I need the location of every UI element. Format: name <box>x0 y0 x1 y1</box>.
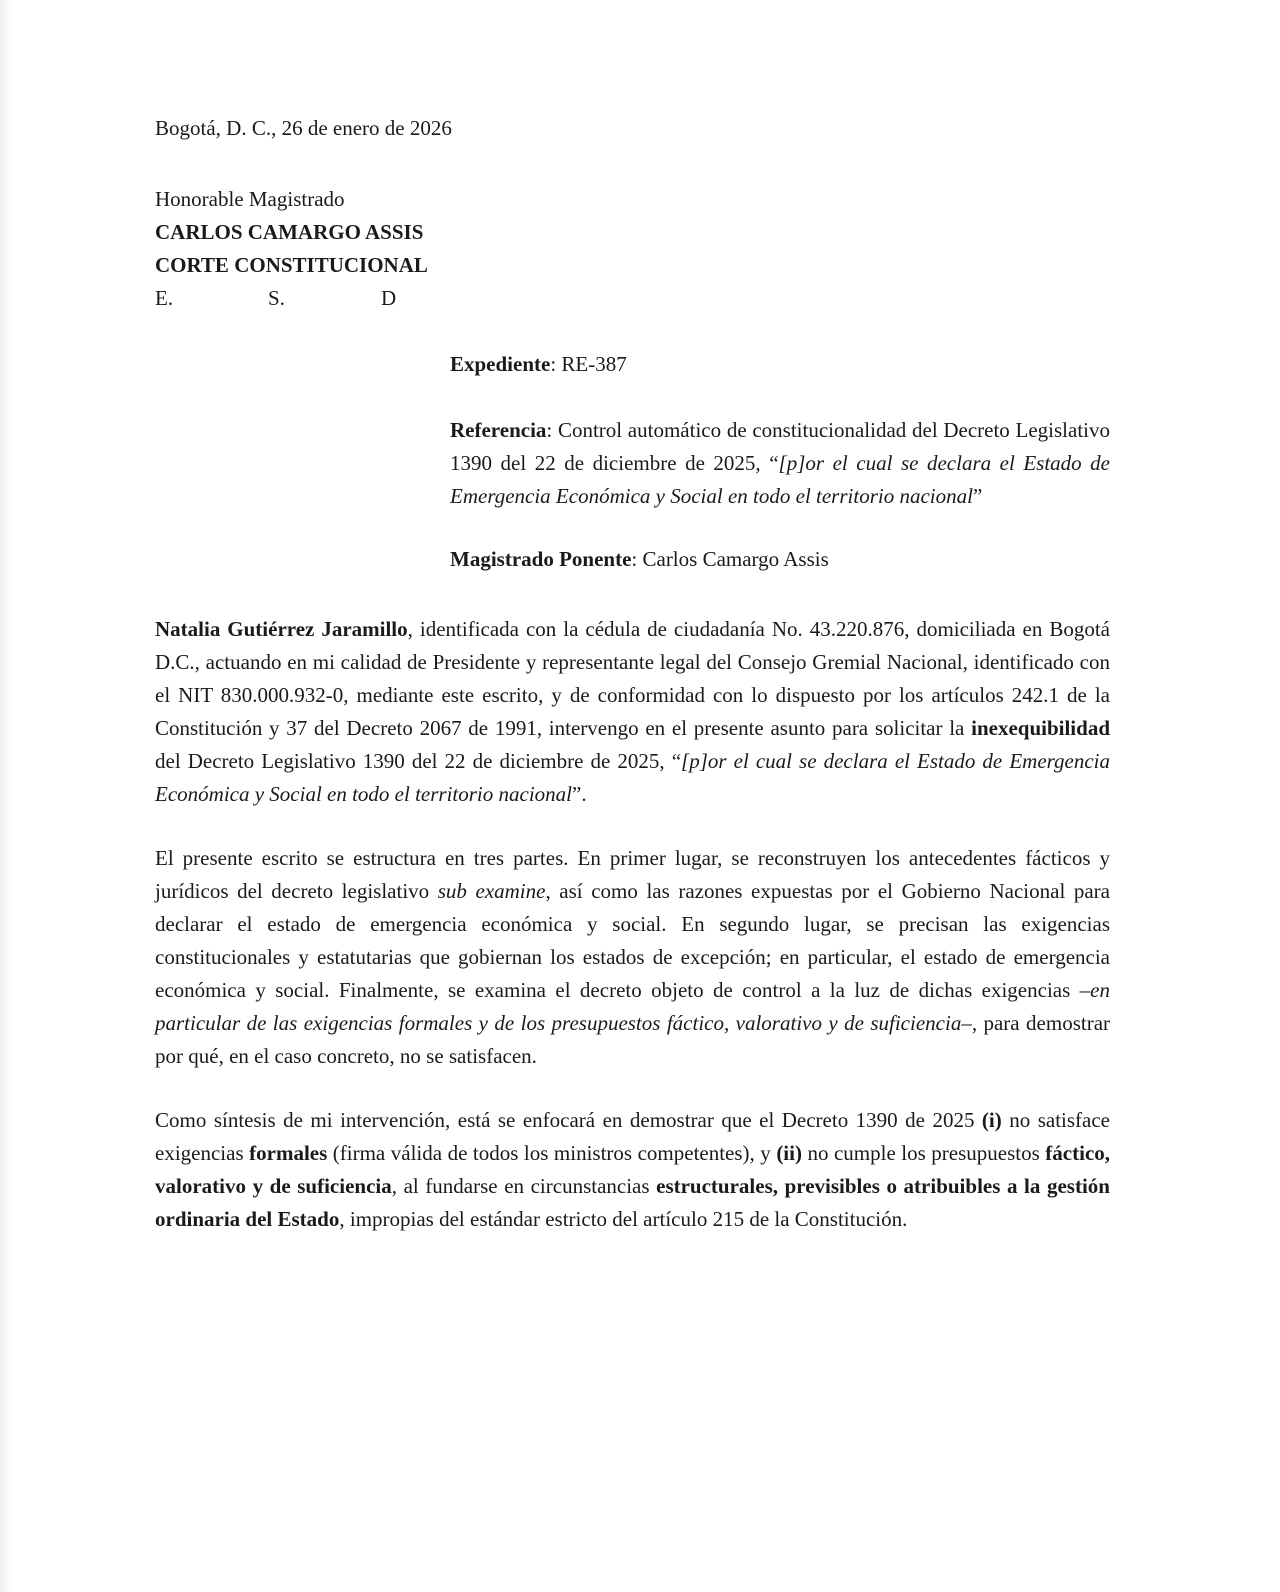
recipient-salutation: Honorable Magistrado <box>155 187 345 211</box>
esd-line <box>155 282 1110 315</box>
magistrado-ponente-line: Magistrado Ponente: Carlos Camargo Assis <box>450 547 829 571</box>
recipient-block <box>155 183 1110 315</box>
page-left-edge-shadow <box>0 0 12 1592</box>
referencia-paragraph: Referencia: Control automático de constitucionalidad del Decreto Legislativo 1390 del 22 de diciembre de 2025, “[p]or el cual se declara el Estado de Emergencia Económica y Social en todo el territorio nacional” <box>450 418 1111 508</box>
esd-part-s: S. <box>268 286 285 310</box>
esd-part-d: D <box>381 286 397 310</box>
body-paragraph-structure: El presente escrito se estructura en tres partes. En primer lugar, se reconstruyen los antecedentes fácticos y jurídicos del decreto legislativo sub examine, así como las razones expuestas por el Gobierno Nacional para declarar el estado de emergencia económica y social. En segundo lugar, se precisan las exigencias constitucionales y estatutarias que gobiernan los estados de excepción; en particular, el estado de emergencia económica y social. Finalmente, se examina el decreto objeto de control a la luz de dichas exigencias –en particular de las exigencias formales y de los presupuestos fáctico, valorativo y de suficiencia–, para demostrar por qué, en el caso concreto, no se satisfacen. <box>155 846 1111 1068</box>
expediente-line: Expediente: RE-387 <box>450 352 627 376</box>
recipient-magistrate-name: CARLOS CAMARGO ASSIS <box>155 220 424 244</box>
recipient-court-name: CORTE CONSTITUCIONAL <box>155 253 428 277</box>
body-paragraph-synthesis: Como síntesis de mi intervención, está se enfocará en demostrar que el Decreto 1390 de 2025 (i) no satisface exigencias formales (firma válida de todos los ministros competentes), y (ii) no cumple los presupuestos fáctico, valorativo y de suficiencia, al fundarse en circunstancias estructurales, previsibles o atribuibles a la gestión ordinaria del Estado, impropias del estándar estricto del artículo 215 de la Constitución. <box>155 1108 1111 1231</box>
document-page <box>155 112 1110 1236</box>
body-paragraph-intervener: Natalia Gutiérrez Jaramillo, identificada con la cédula de ciudadanía No. 43.220.876, domiciliada en Bogotá D.C., actuando en mi calidad de Presidente y representante legal del Consejo Gremial Nacional, identificado con el NIT 830.000.932-0, mediante este escrito, y de conformidad con lo dispuesto por los artículos 242.1 de la Constitución y 37 del Decreto 2067 de 1991, intervengo en el presente asunto para solicitar la inexequibilidad del Decreto Legislativo 1390 del 22 de diciembre de 2025, “[p]or el cual se declara el Estado de Emergencia Económica y Social en todo el territorio nacional”. <box>155 617 1111 806</box>
esd-part-e: E. <box>155 286 174 310</box>
date-line: Bogotá, D. C., 26 de enero de 2026 <box>155 116 452 140</box>
